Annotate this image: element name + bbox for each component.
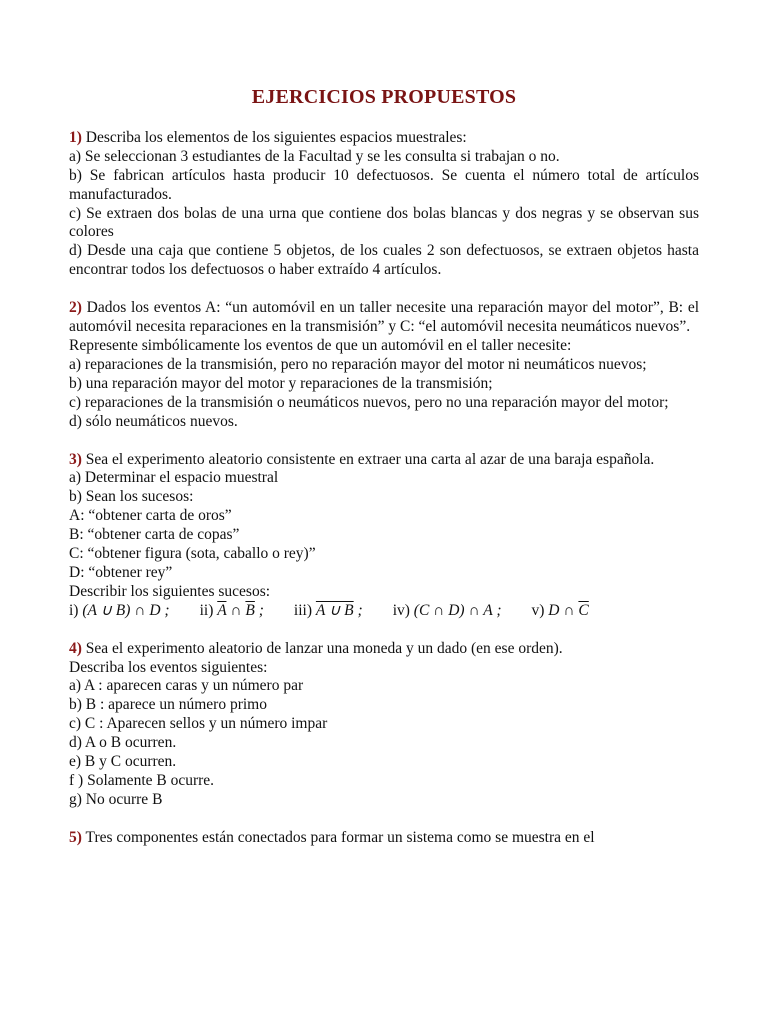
instruction: Describir los siguientes sucesos: <box>69 582 271 600</box>
item-a: a) reparaciones de la transmisión, pero no reparación mayor del motor ni neumáticos nuevos; <box>69 355 647 373</box>
instruction: Represente simbólicamente los eventos de que un automóvil en el taller necesite: <box>69 336 572 354</box>
item-c: c) reparaciones de la transmisión o neumáticos nuevos, pero no una reparación mayor del motor; <box>69 393 669 411</box>
exercise-2-intro <box>69 299 699 337</box>
event-b-def: B: “obtener carta de copas” <box>69 526 240 544</box>
item-a: a) A : aparecen caras y un número par <box>69 677 304 695</box>
exercise-3-intro <box>69 451 699 470</box>
item-d: d) A o B ocurren. <box>69 734 177 752</box>
exercise-1 <box>69 129 699 280</box>
exercise-number: 1) <box>69 128 82 146</box>
exercise-text: Dados los eventos A: “un automóvil en un taller necesite una reparación mayor del motor”, B: el automóvil necesita reparaciones en la transmisión” y C: “el automóvil necesita neumáticos nuevos”. <box>69 299 699 336</box>
exercise-number: 2) <box>69 299 82 317</box>
item-b: b) B : aparece un número primo <box>69 696 267 714</box>
exercise-text: Describa los elementos de los siguientes espacios muestrales: <box>85 128 467 146</box>
item-f: f ) Solamente B ocurre. <box>69 772 215 789</box>
item-d: d) sólo neumáticos nuevos. <box>69 412 238 430</box>
item-g: g) No ocurre B <box>69 790 163 808</box>
item-c: c) C : Aparecen sellos y un número impar <box>69 715 328 733</box>
item-e: e) B y C ocurren. <box>69 753 177 771</box>
exercise-number: 3) <box>69 450 82 468</box>
exercise-5-intro <box>69 829 699 848</box>
expr-iv: iv) (C ∩ D) ∩ A ; <box>392 601 502 619</box>
item-b: b) Se fabrican artículos hasta producir 10 defectuosos. Se cuenta el número total de artículos manufacturados. <box>69 166 699 203</box>
exercise-number: 5) <box>69 828 82 846</box>
expr-v: v) D ∩ $\overline{C}$ <box>531 601 589 619</box>
item-d: d) Desde una caja que contiene 5 objetos, de los cuales 2 son defectuosos, se extraen objetos hasta encontrar todos los defectuosos o haber extraído 4 artículos. <box>69 242 699 279</box>
item-c: c) Se extraen dos bolas de una urna que contiene dos bolas blancas y dos negras y se observan sus colores <box>69 204 699 241</box>
expr-i: i) (A ∪ B) ∩ D ; <box>69 601 170 619</box>
exercise-number: 4) <box>69 639 82 657</box>
exercise-text: Sea el experimento aleatorio de lanzar una moneda y un dado (en ese orden). <box>85 639 563 657</box>
exercise-3 <box>69 451 699 621</box>
instruction: Describa los eventos siguientes: <box>69 658 268 676</box>
expr-iii: iii) A ∪ B ; <box>293 601 363 619</box>
exercise-4-intro <box>69 640 699 659</box>
exercise-4 <box>69 640 699 810</box>
exercise-5 <box>69 829 699 848</box>
event-a-def: A: “obtener carta de oros” <box>69 507 232 525</box>
exercise-text: Sea el experimento aleatorio consistente en extraer una carta al azar de una baraja española. <box>85 450 655 468</box>
exercise-2 <box>69 299 699 431</box>
document-page <box>69 88 699 867</box>
item-b: b) una reparación mayor del motor y reparaciones de la transmisión; <box>69 374 493 392</box>
event-d-def: D: “obtener rey” <box>69 563 173 581</box>
exercise-1-intro <box>69 129 699 148</box>
item-a: a) Determinar el espacio muestral <box>69 469 279 487</box>
event-c-def: C: “obtener figura (sota, caballo o rey)” <box>69 545 316 563</box>
item-a: a) Se seleccionan 3 estudiantes de la Facultad y se les consulta si trabajan o no. <box>69 147 560 165</box>
page-title: EJERCICIOS PROPUESTOS <box>251 86 517 108</box>
expr-ii: ii) $\overline{A}$ ∩ $\overline{B}$ ; <box>199 601 264 619</box>
exercise-text: Tres componentes están conectados para formar un sistema como se muestra en el <box>85 828 595 846</box>
event-expressions <box>69 602 699 621</box>
item-b: b) Sean los sucesos: <box>69 488 194 506</box>
